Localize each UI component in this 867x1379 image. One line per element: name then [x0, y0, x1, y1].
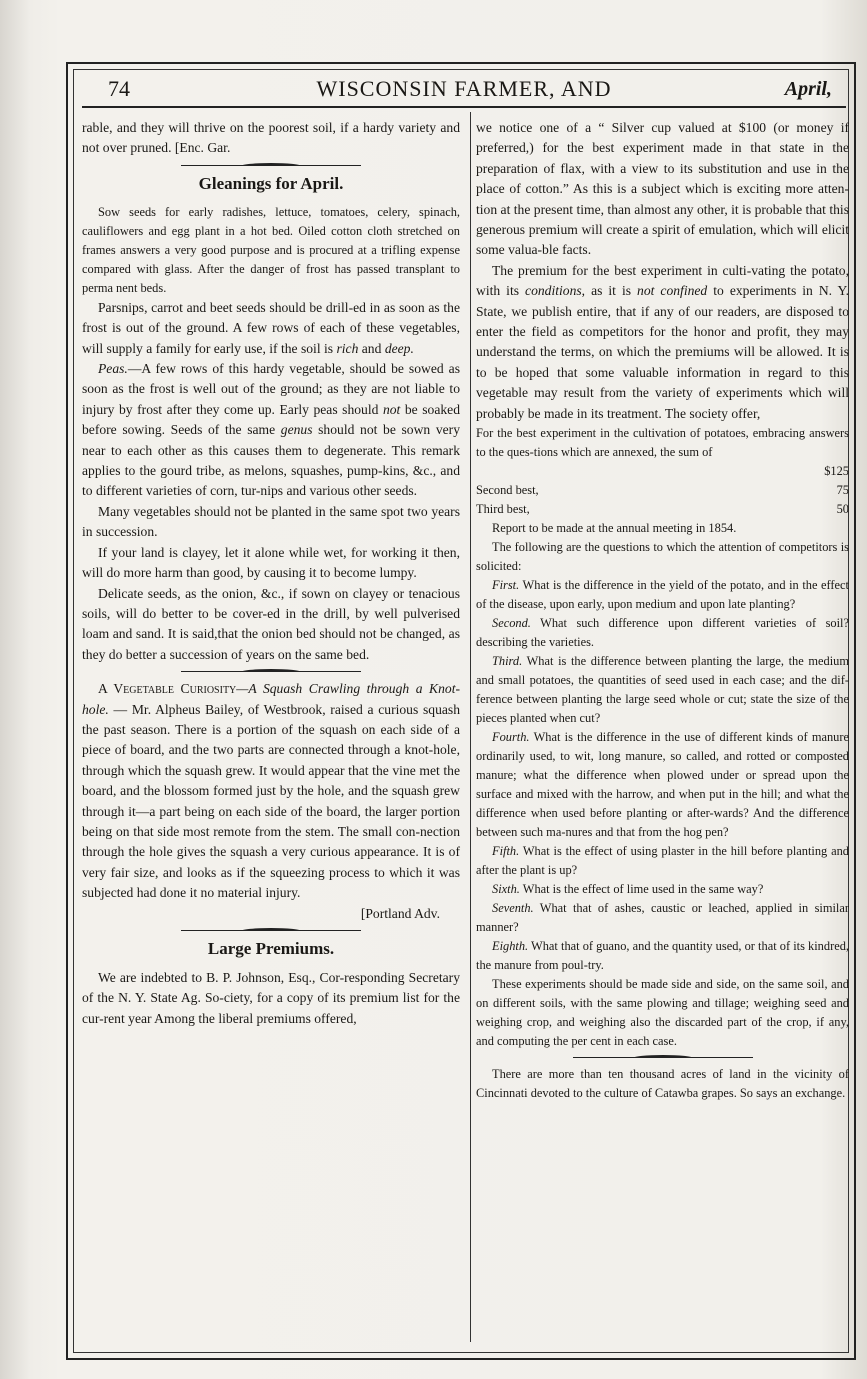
prize-third-row: Third best, 50 — [476, 502, 849, 517]
vegetable-curiosity-attribution: [Portland Adv. — [360, 905, 440, 921]
potato-premium-paragraph: The premium for the best experiment in culti-vating the potato, with its conditions, as it is not confined to experiments in N. Y. State, we publish entire, that if any of our readers, are disposed to enter the field as competitors for the honor and profit, they may understand the terms, on which the premiums will be allowed. It is to be hoped that some valuable information in regard to this vegetable may result from the variety of experiments which will probably be made in its treatment. The society offer, — [476, 262, 850, 421]
report-note: Report to be made at the annual meeting in 1854. — [492, 521, 737, 536]
page-frame — [66, 62, 856, 1360]
section-rule — [181, 163, 361, 169]
question-third: Third. What is the difference between planting the large, the medium and small potatoes, the quantities of seed used in each case; and the dif-ference between planting the large seed whole or cut; state the size of the pieces planted when cut? — [476, 654, 849, 726]
prize-first-amount: $125 — [824, 464, 849, 479]
experiments-paragraph: These experiments should be made side and side, on the same soil, and on different soils, with the same plowing and tillage; weighing seed and weighing crop, and weighing also the discarded part of the crop, if any, and computing the per cent in each case. — [476, 977, 849, 1049]
large-premiums-paragraph: We are indebted to B. P. Johnson, Esq., Cor-responding Secretary of the N. Y. State Ag. So-ciety, for a copy of its premium list for the cur-rent year Among the liberal premiums offered, — [82, 970, 460, 1026]
continued-paragraph: rable, and they will thrive on the poorest soil, if a hardy variety and not over pruned. [Enc. Gar. — [82, 120, 460, 156]
column-divider — [470, 112, 471, 1342]
large-premiums-title: Large Premiums. — [207, 939, 335, 958]
section-rule — [181, 669, 361, 675]
catawba-paragraph: There are more than ten thousand acres of land in the vicinity of Cincinnati devoted to the culture of Catawba grapes. So says an exchange. — [476, 1067, 849, 1101]
left-column — [82, 118, 460, 1029]
prize-first-amount-row — [476, 462, 849, 481]
section-rule — [181, 928, 361, 934]
right-column — [476, 118, 849, 1103]
vegetable-curiosity-paragraph: A Vegetable Curiosity—A Squash Crawling through a Knot-hole. — Mr. Alpheus Bailey, of Westbrook, raised a curious squash the past season. There is a portion of the squash on each side of a piece of board, and the two parts are connected through a knot-hole, through which the squash grew. It would appear that the vine met the board, and the blossom formed just by the hole, and the squash grew through it—a part being on each side of the board, the larger portion being on that side most remote from the stem. The small con-nection through the hole gives the squash a very curious appearance. It is of very fair size, and looks as if the squeezing process to which it was subjected had done it no material injury. — [82, 681, 460, 901]
page-number: 74 — [108, 76, 130, 101]
prize-second-row: Second best, 75 — [476, 483, 849, 498]
premiums-continued-paragraph: we notice one of a “ Silver cup valued at $100 (or money if preferred,) for the best experiment made in that state in the preparation of flax, with a view to its substitution and use in the place of cotton.” As this is a subject which is exciting more atten-tion at the present time, than almost any other, it is probable that this generous premium will create a spirit of emulation, which will elicit some valua-ble facts. — [476, 120, 849, 258]
question-sixth: Sixth. What is the effect of lime used in the same way? — [492, 882, 764, 897]
questions-intro: The following are the questions to which the attention of competitors is solicited: — [476, 540, 849, 574]
running-header — [82, 74, 846, 108]
gleanings-paragraph-2: Parsnips, carrot and beet seeds should be drill-ed in as soon as the frost is out of the ground. A few rows of each of these vegetables, will supply a family for early use, if the soil is rich and deep. — [82, 299, 460, 356]
gleanings-title: Gleanings for April. — [198, 173, 344, 193]
prize-intro: For the best experiment in the cultivation of potatoes, embracing answers to the ques-tions which are annexed, the sum of — [476, 426, 849, 460]
question-second: Second. What such difference upon different varieties of soil? describing the varieties. — [476, 616, 849, 650]
gleanings-paragraph-peas: Peas.—A few rows of this hardy vegetable, should be sowed as soon as the frost is well out of the ground; as they are not liable to injury by frost after they come up. Early peas should not be soaked before sowing. Seeds of the same genus should not be sown very near to each other as this causes them to degenerate. This remark applies to the gourd tribe, as melons, squashes, pump-kins, &c., and to different varieties of corn, tur-nips and various other seeds. — [82, 361, 460, 499]
gleanings-paragraph-6: Delicate seeds, as the onion, &c., if sown on clayey or tenacious soils, will do better to be cover-ed in the drill, by well pulverised loam and sand. It is said,that the onion bed should not be changed, as they do better a succession of years on the same bed. — [82, 585, 460, 662]
question-fifth: Fifth. What is the effect of using plaster in the hill before planting and after the plant is up? — [476, 844, 849, 878]
question-eighth: Eighth. What that of guano, and the quantity used, or that of its kindred, the manure from poul-try. — [476, 939, 849, 973]
question-fourth: Fourth. What is the difference in the use of different kinds of manure ordinarily used, to wit, long manure, so called, and rotted or composted manure; what the difference when plowed under or spread upon the surface and mixed with the harrow, and when put in the hill; and what the difference when used before planting or after-wards? And the difference between such ma-nures and that from the hog pen? — [476, 730, 849, 840]
header-month: April, — [784, 78, 832, 100]
section-rule — [573, 1055, 753, 1061]
gleanings-paragraph-4: Many vegetables should not be planted in the same spot two years in succession. — [82, 503, 460, 540]
gleanings-paragraph-1: Sow seeds for early radishes, lettuce, tomatoes, celery, spinach, cauliflowers and egg plant in a hot bed. Oiled cotton cloth stretched on frames answers a very good purpose and is procured at a trifling expense compared with glass. After the danger of frost has passed transplant to perma nent beds. — [82, 204, 460, 295]
running-title: WISCONSIN FARMER, AND — [316, 76, 612, 101]
gleanings-paragraph-5: If your land is clayey, let it alone while wet, for working it then, will do more harm than good, by causing it to become lumpy. — [82, 544, 460, 581]
question-first: First. What is the difference in the yield of the potato, and in the effect of the disease, upon early, upon medium and upon late planting? — [476, 578, 849, 612]
question-seventh: Seventh. What that of ashes, caustic or leached, applied in similar manner? — [476, 901, 849, 935]
